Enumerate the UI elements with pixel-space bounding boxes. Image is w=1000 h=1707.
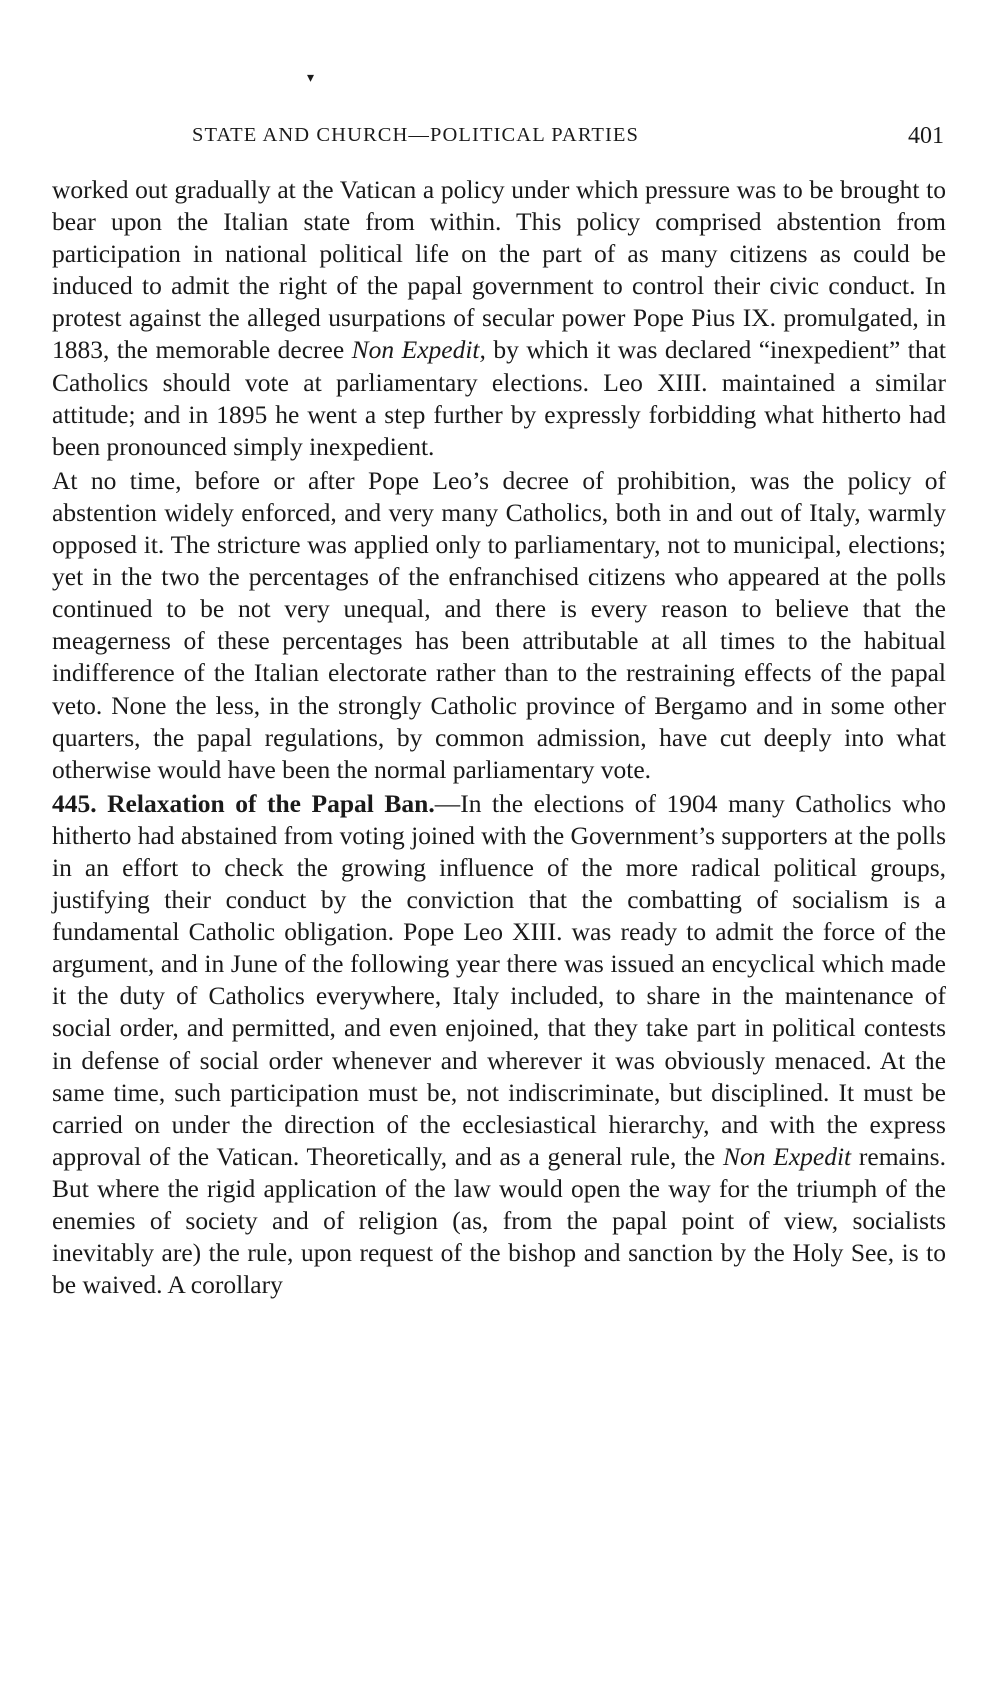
printer-mark: ▾ — [307, 71, 315, 86]
paragraph-1 — [52, 174, 946, 463]
paragraph-1-text-b: by which it was declared “inexpedient” that Catholics should vote at parliamentary elections. Leo XIII. maintained a similar attitude; and in 1895 he went a step further by expressly forbidding what hitherto had been pronounced simply inexpedient. — [52, 335, 947, 461]
paragraph-2-text: At no time, before or after Pope Leo’s decree of prohibition, was the policy of abstention widely enforced, and very many Catholics, both in and out of Italy, warmly opposed it. The stricture was applied only to parliamentary, not to municipal, elections; yet in the two the percentages of the enfranchised citizens who appeared at the polls continued to be not very unequal, and there is every reason to believe that the meagerness of these percentages has been attributable at all times to the habitual indifference of the Italian electorate rather than to the restraining effects of the papal veto. None the less, in the strongly Catholic province of Bergamo and in some other quarters, the papal regulations, by common admission, have cut deeply into what otherwise would have been the normal parliamentary vote. — [52, 465, 946, 784]
paragraph-2 — [52, 465, 946, 786]
section-heading: 445. Relaxation of the Papal Ban. — [52, 788, 435, 818]
running-head — [52, 124, 944, 154]
paragraph-3 — [52, 788, 946, 1302]
paragraph-1-text-a: worked out gradually at the Vatican a policy under which pressure was to be brought to bear upon the Italian state from within. This policy comprised abstention from participation in national political life on the part of as many citizens as could be induced to admit the right of the papal government to control their civic conduct. In protest against the alleged usurpations of secular power Pope Pius IX. promulgated, in 1883, the memorable decree — [52, 175, 946, 365]
paragraph-1-decree-title: Non Expedit, — [351, 335, 486, 365]
running-title: STATE AND CHURCH—POLITICAL PARTIES — [192, 124, 640, 146]
paragraph-3-decree-title: Non Expedit — [723, 1141, 852, 1171]
paragraph-3-text-b: remains. But where the rigid application of the law would open the way for the triumph of the enemies of society and of religion (as, from the papal point of view, socialists inevitably are) the rule, upon request of the bishop and sanction by the Holy See, is to be waived. A corollary — [52, 1141, 946, 1300]
body-text — [52, 174, 946, 1301]
paragraph-3-text-a: —In the elections of 1904 many Catholics who hitherto had abstained from voting joined with the Government’s supporters at the polls in an effort to check the growing influence of the more radical political groups, justifying their conduct by the conviction that the combatting of socialism is a fundamental Catholic obligation. Pope Leo XIII. was ready to admit the force of the argument, and in June of the following year there was issued an encyclical which made it the duty of Catholics everywhere, Italy included, to share in the maintenance of social order, and permitted, and even enjoined, that they take part in political contests in defense of social order whenever and wherever it was obviously menaced. At the same time, such participation must be, not indiscriminate, but disciplined. It must be carried on under the direction of the ecclesiastical hierarchy, and with the express approval of the Vatican. Theoretically, and as a general rule, the — [52, 788, 946, 1171]
page-number: 401 — [908, 123, 944, 149]
